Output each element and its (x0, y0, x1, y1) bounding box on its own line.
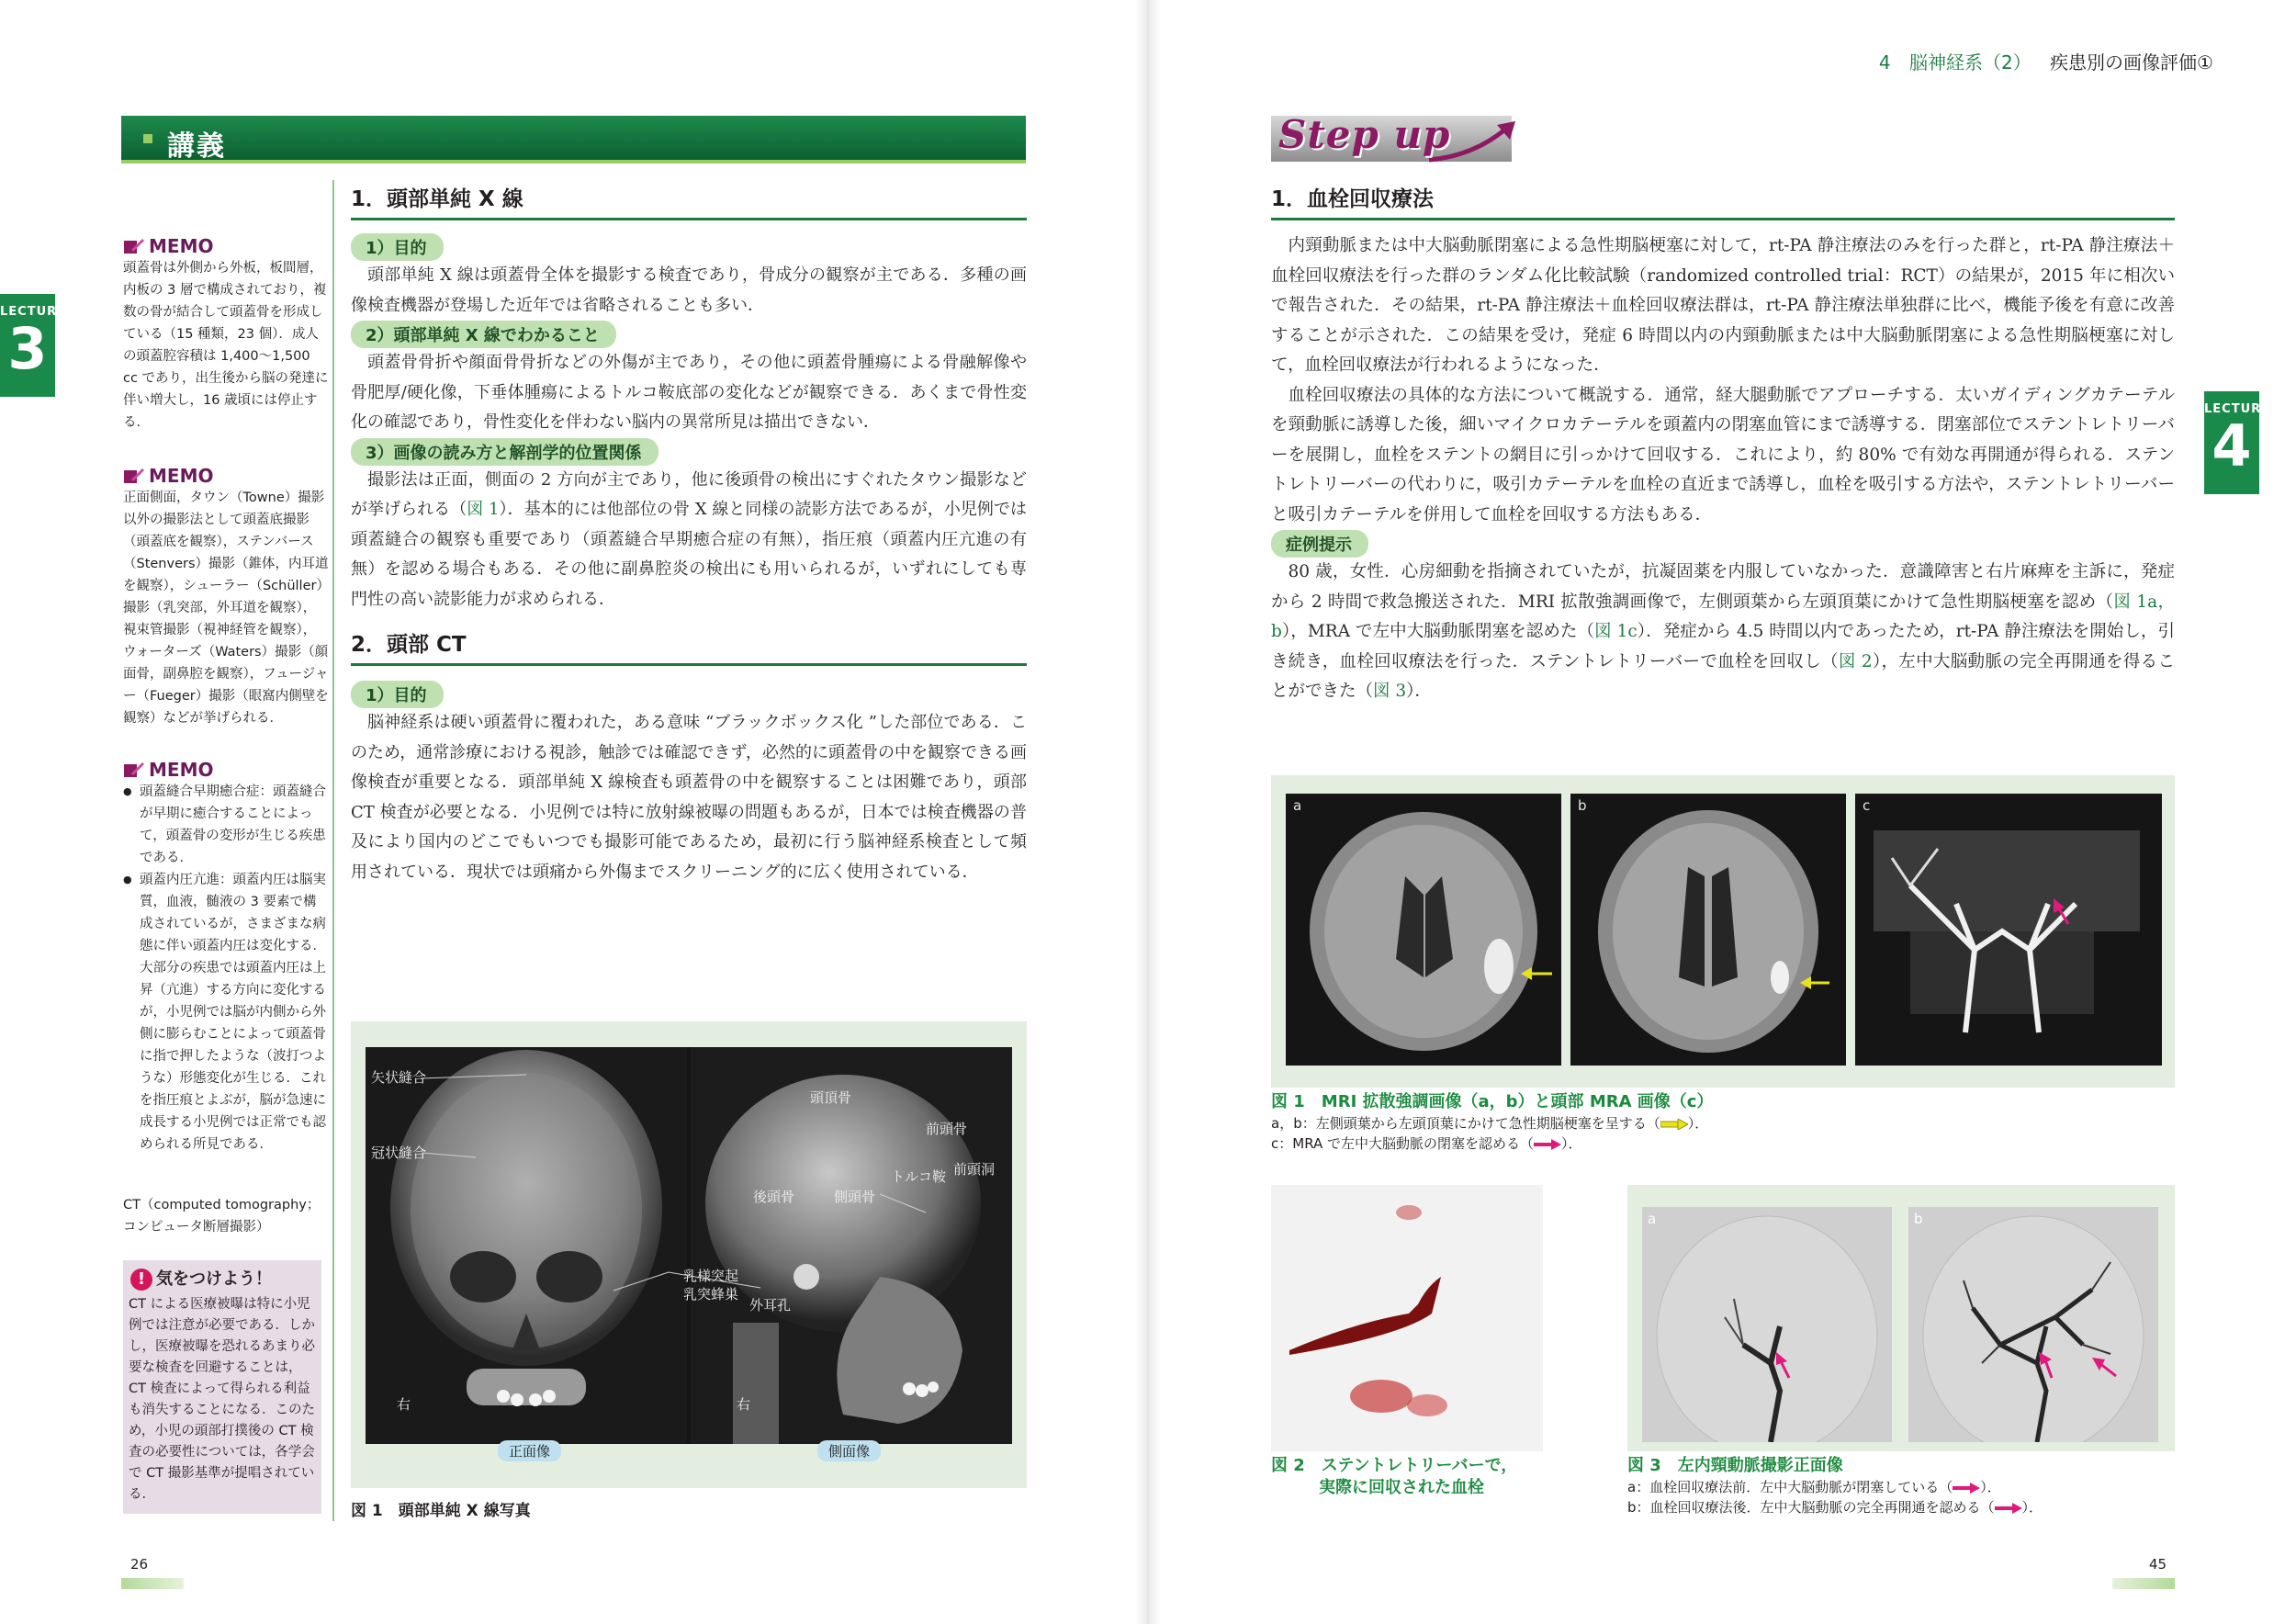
pink-arrow-icon (1995, 1503, 2022, 1514)
memo-1 (123, 235, 329, 434)
paragraph-reading: 撮影法は正面，側面の 2 方向が主であり，他に後頭骨の検出にすぐれたタウン撮影などが挙げられる（図 1）．基本的には他部位の骨 X 線と同様の読影方法であるが，小児例では頭蓋縫合の観察も重要であり（頭蓋縫合早期癒合症の有無），指圧痕（頭蓋内圧亢進の有無）を認める場合もある．その他に副鼻腔炎の検出にも用いられるが，いずれにしても専門性の高い読影能力が求められる． (351, 469, 1027, 609)
sidebar-divider (332, 180, 334, 1521)
left-main-column (351, 182, 1027, 887)
step-up-title: Step up (1278, 112, 1451, 157)
figure-caption-line: a：血栓回収療法前．左中大脳動脈が閉塞している（ ）． (1627, 1479, 2001, 1495)
figure3-caption (1627, 1455, 2178, 1517)
paragraph-findings: 頭蓋骨骨折や顔面骨骨折などの外傷が主であり，その他に頭蓋骨腫瘍による骨融解像や骨肥厚/硬化像，下垂体腫瘍によるトルコ鞍底部の変化などが観察できる．あくまで骨性変化の確認であり，骨性変化を伴わない脳内の異常所見は描出できない． (351, 353, 1027, 432)
label-sella-turcica: トルコ鞍 (891, 1168, 947, 1185)
mri-panel-a (1286, 794, 1561, 1066)
label-mastoid-process: 乳様突起 (683, 1268, 739, 1284)
heading-thrombectomy: 1．血栓回収療法 (1271, 182, 2175, 220)
ct-abbreviation-note: CT（computed tomography；コンピュータ断層撮影） (123, 1198, 321, 1235)
chapter-subtitle: 疾患別の画像評価① (2050, 51, 2213, 73)
panel-label: a (1293, 797, 1302, 814)
label-frontal-sinus: 前頭洞 (953, 1161, 996, 1178)
angio-panel-b (1908, 1207, 2158, 1442)
memo-list-item: ● 頭蓋内圧亢進：頭蓋内圧は脳実質，血液，髄液の 3 要素で構成されているが，さまざまな病態に伴い頭蓋内圧は変化する．大部分の疾患では頭蓋内圧は上昇（亢進）する方向に変化するが，小児例では脳が内側から外側に膨らむことによって頭蓋骨に指で押したような（波打つような）形態変化が生じる．これを指圧痕とよぶが，脳が急速に成長する小児例では正常でも認められる所見である． (123, 869, 329, 1156)
right-figure1-caption (1271, 1091, 2175, 1154)
running-header (1866, 48, 2213, 74)
panel-label: a (1648, 1211, 1657, 1227)
left-figure-caption: 図 1 頭部単純 X 線写真 (351, 1502, 531, 1520)
yellow-arrow-icon (1660, 1119, 1688, 1130)
memo-pencil-icon (123, 761, 145, 779)
mri-panel-b (1570, 794, 1846, 1066)
figure-reference[interactable]: 図 1 (467, 500, 500, 519)
subheading-findings: 2）頭部単純 X 線でわかること (351, 321, 616, 348)
chapter-title: 脳神経系（2） (1908, 51, 2032, 73)
lecture-tab-right (2204, 391, 2271, 494)
book-gutter (1135, 0, 1161, 1624)
figure-caption-line: b：血栓回収療法後．左中大脳動脈の完全再開通を認める（ ）． (1627, 1499, 2043, 1516)
angiogram-after (1908, 1207, 2158, 1442)
memo-3 (123, 759, 329, 1156)
heading-skull-xray: 1．頭部単純 X 線 (351, 182, 1027, 220)
figure-skull-xray (351, 1021, 1027, 1488)
lecture-tab-number: 3 (7, 315, 48, 382)
memo-heading: MEMO (123, 465, 329, 487)
mri-dwi-image-a (1286, 794, 1561, 1066)
figure-thrombus-photo (1271, 1185, 1543, 1451)
section-label: 講義 (167, 130, 226, 163)
label-sagittal-suture: 矢状縫合 (371, 1069, 427, 1086)
figure-caption-line: c：MRA で左中大脳動脈の閉塞を認める（ ）． (1271, 1135, 1582, 1152)
lecture-tab-label: LECTURE (0, 305, 67, 319)
page-number-right: 45 (2149, 1556, 2167, 1573)
tag-front-view: 正面像 (498, 1440, 561, 1461)
subheading-case: 症例提示 (1271, 530, 1368, 558)
subheading-ct-purpose: 1）目的 (351, 681, 444, 708)
panel-label: c (1863, 797, 1871, 814)
paragraph-purpose: 頭部単純 X 線は頭蓋骨全体を撮影する検査であり，骨成分の観察が主である．多種の画像検査機器が登場した近年では省略されることも多い． (351, 265, 1027, 315)
label-occipital-bone: 後頭骨 (753, 1189, 795, 1205)
figure3-caption-title: 図 3 左内頸動脈撮影正面像 (1627, 1456, 1843, 1475)
figure-angiography (1627, 1185, 2175, 1451)
figure-reference[interactable]: 図 2 (1838, 651, 1873, 671)
chapter-number: 4 (1878, 51, 1891, 73)
retrieved-thrombus-image (1271, 1185, 1543, 1451)
lecture-tab-label: LECTURE (2204, 402, 2271, 416)
paragraph-ct-purpose: 脳神経系は硬い頭蓋骨に覆われた，ある意味 “ブラックボックス化 ”した部位である．このため，通常診療における視診，触診では確認できず，必然的に頭蓋骨の中を観察できる画像検査が重要となる．頭部単純 X 線検査も頭蓋骨の中を観察することは困難であり，頭部 CT 検査が必要となる．小児例では特に放射線被曝の問題もあるが，日本では検査機器の普及により国内のどこでもいつでも撮影可能であるため，最初に行う脳神経系検査として頻用されている．現状では頭痛から外傷までスクリーニング的に広く使用されている． (351, 713, 1027, 882)
lecture-tab-left (0, 294, 67, 397)
panel-label: b (1914, 1211, 1923, 1227)
figure-caption-line: a，b：左側頭葉から左頭頂葉にかけて急性期脳梗塞を呈する（ ）． (1271, 1115, 1709, 1132)
mra-image-c (1855, 794, 2162, 1066)
figure2-caption-line1: 図 2 ステントレトリーバーで， (1271, 1456, 1518, 1475)
memo-pencil-icon (123, 467, 145, 485)
label-frontal-bone: 前頭骨 (926, 1121, 968, 1137)
subheading-reading: 3）画像の読み方と解剖学的位置関係 (351, 438, 658, 466)
tag-lateral-view: 側面像 (817, 1440, 881, 1461)
label-external-acoustic: 外耳孔 (749, 1297, 792, 1314)
figure-reference[interactable]: 図 1c (1594, 622, 1638, 641)
angio-panel-a (1642, 1207, 1892, 1442)
angiogram-before (1642, 1207, 1892, 1442)
memo-text: 頭蓋骨は外側から外板，板間層，内板の 3 層で構成されており，複数の骨が結合して頭蓋骨を形成している（15 種類，23 個）．成人の頭蓋腔容積は 1,400〜1,500 cc であり，出生後から脳の発達に伴い増大し，16 歳頃には停止する． (123, 261, 329, 430)
figure-reference[interactable]: 図 1a，b (1271, 592, 2175, 641)
figure-mri-mra (1271, 775, 2175, 1088)
page-number-left: 26 (130, 1556, 149, 1573)
paragraph-rct: 内頸動脈または中大脳動脈閉塞による急性期脳梗塞に対して，rt-PA 静注療法のみを行った群と，rt-PA 静注療法＋血栓回収療法を行った群のランダム化比較試験（randomized controlled trial：RCT）の結果が，2015 年に相次いで報告された．その結果，rt-PA 静注療法＋血栓回収療法群は，rt-PA 静注療法単独群に比べ，機能予後を有意に改善することが示された．この結果を受け，発症 6 時間以内の内頸動脈または中大脳動脈閉塞による急性期脳梗塞に対して，血栓回収療法が行われるようになった． (1271, 236, 2175, 375)
figure2-caption-line2: 実際に回収された血栓 (1319, 1478, 1484, 1497)
lecture-section-bar (121, 116, 1026, 164)
memo-heading: MEMO (123, 759, 329, 781)
bar-bullet (143, 134, 152, 143)
figure-caption-title: 図 1 MRI 拡散強調画像（a，b）と頭部 MRA 画像（c） (1271, 1092, 1714, 1111)
xray-image-pair (366, 1047, 1012, 1444)
step-up-banner (1271, 112, 1512, 165)
right-main-column (1271, 182, 2175, 707)
paragraph-case: 80 歳，女性．心房細動を指摘されていたが，抗凝固薬を内服していなかった．意識障害と右片麻痺を主訴に，発症から 2 時間で救急搬送された．MRI 拡散強調画像で，左側頭葉から左頭頂葉にかけて急性期脳梗塞を認め（図 1a，b），MRA で左中大脳動脈閉塞を認めた（図 1c）．発症から 4.5 時間以内であったため，rt-PA 静注療法を開始し，引き続き，血栓回収療法を行った．ステントレトリーバーで血栓を回収し（図 2），左中大脳動脈の完全再開通を得ることができた（図 3）． (1271, 562, 2176, 701)
label-right-front: 右 (397, 1396, 411, 1413)
pink-arrow-icon (1534, 1139, 1561, 1150)
caution-text: CT による医療被曝は特に小児例では注意が必要である．しかし，医療被曝を恐れるあまり必要な検査を回避することは，CT 検査によって得られる利益も消失することになる．このため，小児の頭部打撲後の CT 検査の必要性については，各学会で CT 撮影基準が提唱されている． (129, 1297, 315, 1502)
figure-reference[interactable]: 図 3 (1373, 682, 1407, 701)
memo-text: 正面側面，タウン（Towne）撮影以外の撮影法として頭蓋底撮影（頭蓋底を観察），ステンバース（Stenvers）撮影（錐体，内耳道を観察），シューラー（Schüller）撮影（乳突部，外耳道を観察），視束管撮影（視神経管を観察），ウォーターズ（Waters）撮影（顔面骨，副鼻腔を観察），フュージャー（Fueger）撮影（眼窩内側壁を観察）などが挙げられる． (123, 491, 329, 726)
memo-list-item: ● 頭蓋縫合早期癒合症：頭蓋縫合が早期に癒合することによって，頭蓋骨の変形が生じる疾患である． (123, 781, 329, 869)
panel-label: b (1578, 797, 1587, 814)
memo-2 (123, 465, 329, 729)
label-right-lateral: 右 (737, 1396, 751, 1413)
paragraph-method: 血栓回収療法の具体的な方法について概説する．通常，経大腿動脈でアプローチする．太いガイディングカテーテルを頸動脈に誘導した後，細いマイクロカテーテルを頭蓋内の閉塞血管にまで誘導する．閉塞部位でステントレトリーバーを展開し，血栓をステントの網目に引っかけて回収する．これにより，約 80% で有効な再開通が得られる．ステントレトリーバーの代わりに，吸引カテーテルを血栓の直近まで誘導し，血栓を吸引する方法や，ステントレトリーバーと吸引カテーテルを併用して血栓を回収する方法もある． (1271, 385, 2175, 524)
memo-pencil-icon (123, 237, 145, 255)
page-number-bar (2112, 1578, 2175, 1589)
heading-head-ct: 2．頭部 CT (351, 627, 1027, 666)
label-mastoid-cells: 乳突蜂巣 (683, 1286, 739, 1303)
lecture-tab-number: 4 (2212, 412, 2252, 479)
subheading-purpose: 1）目的 (351, 233, 444, 261)
mri-dwi-image-b (1570, 794, 1846, 1066)
page-number-bar (121, 1578, 184, 1589)
caution-heading: ! 気をつけよう！ (130, 1266, 321, 1291)
label-coronal-suture: 冠状縫合 (371, 1145, 427, 1161)
label-parietal-bone: 頭頂骨 (810, 1089, 852, 1106)
xray-illustration (366, 1047, 1012, 1444)
pink-arrow-icon (1953, 1483, 1980, 1494)
caution-box (123, 1260, 321, 1514)
mra-panel-c (1855, 794, 2162, 1066)
exclamation-icon: ! (130, 1269, 152, 1291)
label-temporal-bone: 側頭骨 (834, 1189, 876, 1205)
figure2-caption (1271, 1455, 1547, 1499)
memo-heading: MEMO (123, 235, 329, 257)
